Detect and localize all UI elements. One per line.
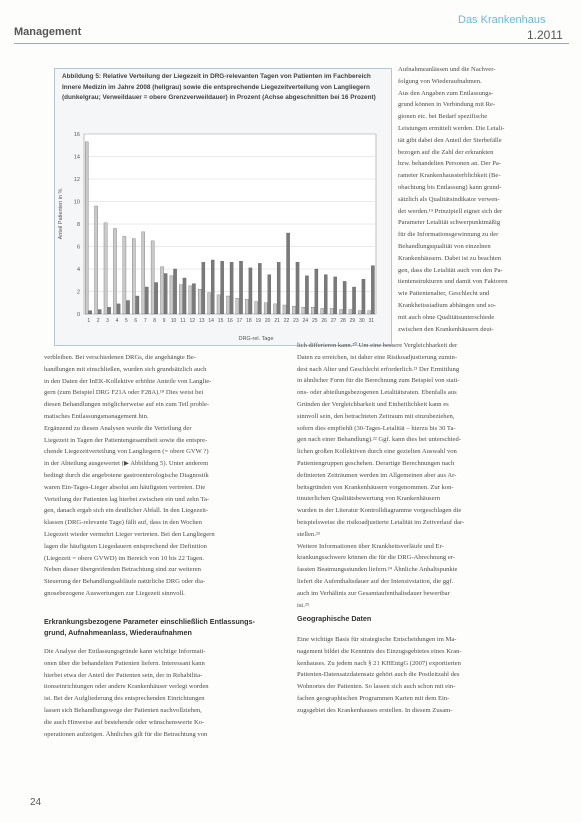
bar	[85, 142, 88, 314]
bar	[296, 262, 299, 314]
x-tick-label: 22	[283, 318, 290, 324]
x-tick-label: 16	[227, 318, 233, 324]
running-head-section: Management	[14, 26, 82, 38]
text-line: gen nach einer Behandlung).²² Ggf. kann dies bei unterschied-	[297, 436, 461, 444]
bar	[179, 285, 182, 314]
text-line: Patientengruppen geschehen. Derartige Berechnungen nach	[297, 459, 455, 467]
issue-number: 1.2011	[527, 28, 563, 42]
text-line: hierbei etwa der Anteil der Patienten sein, der in Rehabilita-	[44, 671, 203, 679]
text-line: Die Analyse der Entlassungsgründe kann wichtige Informati-	[44, 648, 206, 655]
bar	[264, 303, 267, 314]
y-tick-label: 8	[76, 222, 80, 228]
y-axis-label: Anteil Patienten in %	[58, 188, 64, 240]
bar	[311, 307, 314, 314]
bar	[239, 261, 242, 314]
bar	[274, 304, 277, 314]
right-column-full	[297, 340, 569, 611]
text-line: gen, dass die Letalität auch von den Pa-	[398, 266, 503, 274]
text-line: bezogen auf die Zahl der erkrankten	[398, 148, 494, 156]
bar	[358, 311, 361, 314]
text-line: klassen (DRG-relevante Tage) fällt auf, dass in den Wochen	[44, 519, 202, 527]
bar	[211, 260, 214, 314]
x-tick-label: 28	[340, 318, 346, 324]
text-line: für die Informationsgewinnung zu der	[398, 231, 499, 239]
y-tick-label: 14	[73, 154, 80, 161]
text-line: (Liegezeit = obere GVWD) im Bereich von 10 bis 22 Tagen.	[44, 554, 205, 562]
right-column-bottom	[297, 634, 569, 717]
x-tick-label: 1	[87, 318, 91, 324]
bar	[258, 263, 261, 314]
text-line: Patienten-Datensatzdatensatz gehört auch die Postleitzahl des	[297, 671, 460, 679]
y-tick-label: 16	[73, 132, 80, 138]
bar	[183, 278, 186, 314]
x-tick-label: 4	[115, 318, 119, 324]
bar	[343, 281, 346, 314]
x-tick-label: 21	[274, 318, 280, 324]
text-line: lagen die häufigsten Liegedauern entsprechend der Definition	[44, 542, 207, 550]
bar	[126, 301, 129, 315]
text-line: operationen aufzeigen. Ähnliches gilt für die Betrachtung von	[44, 730, 208, 738]
section-heading-geographic: Geographische Daten	[297, 614, 372, 623]
bar	[287, 233, 290, 314]
figure-caption: Abbildung 5: Relative Verteilung der Liegezeit in DRG-relevanten Tagen von Patienten im Fachbereich Innere Medizin im Jahre 2008 (hellgrau) sowie die entsprechende Liegezeitverteilung von Langliegern (dunkelgrau; Verweildauer = obere Grenzverweildauer) in Prozent (Achse abgeschnitten bei 16 Prozent)	[62, 73, 376, 101]
bar	[255, 302, 258, 314]
text-line: gnosebezogene Auswertungen zur Liegezeit sinnvoll.	[44, 589, 185, 597]
bar	[245, 299, 248, 314]
text-line: matisches Entlassungsmanagement hin.	[44, 412, 149, 420]
text-line: ist. Bei der Aufgliederung des entsprechenden Einrichtungen	[44, 695, 205, 703]
text-line: dest nach Alter und Geschlecht erforderlich.²¹ Der Ermittlung	[297, 365, 460, 373]
text-line: gen, danach ergab sich ein deutlicher Abfall. In den Liegezeit-	[44, 507, 209, 515]
text-line: lassen sich Behandlungswege der Patienten nachvollziehen,	[44, 706, 202, 714]
text-line: auch im Verhältnis zur Gesamtaufenthaltsdauer bewertbar	[297, 589, 450, 597]
text-line: Behandlungsqualität von einzelnen	[398, 242, 491, 250]
text-line: handlungen mit einschließen, wurden sich grundsätzlich auch	[44, 365, 207, 373]
text-line: zwischen den Krankenhäusern deut-	[398, 325, 494, 333]
bar	[362, 279, 365, 314]
x-tick-label: 5	[124, 318, 128, 324]
bar	[315, 269, 318, 314]
bar	[339, 310, 342, 315]
text-line: Gründen der Vergleichbarkeit und Einheitlichkeit kann es	[297, 400, 449, 408]
bar	[368, 311, 371, 314]
text-line: in der Abteilung ausgewertet (▶ Abbildung 5). Unter anderem	[44, 460, 209, 468]
bar	[352, 287, 355, 314]
text-line: lichen großen Kollektiven durch eine gezielten Auswahl von	[297, 448, 457, 456]
x-tick-label: 8	[153, 318, 157, 324]
text-line: Krankenhäusern. Dabei ist zu beachten	[398, 254, 502, 262]
x-tick-label: 20	[264, 318, 271, 324]
text-line: tät gibt dabei den Anteil der Sterbefälle	[398, 136, 502, 144]
text-line: sätzlich als Qualitätsindikator verwen-	[398, 195, 500, 203]
bar	[277, 262, 280, 314]
text-line: Liegezeit wieder vermehrt Lieger vertreten. Bei den Langliegern	[44, 530, 215, 538]
text-line: Neben dieser übergreifenden Betrachtung sind zur weiteren	[44, 566, 201, 574]
x-axis-label: DRG-rel. Tage	[238, 336, 274, 342]
bar	[192, 284, 195, 314]
bar	[283, 305, 286, 314]
text-line: beitsgründen von Krankenhäusern vorgenommen. Zur kon-	[297, 483, 454, 491]
bar	[208, 293, 211, 314]
text-line: mit auch ohne Qualitätsunterschiede	[398, 313, 495, 321]
x-tick-label: 27	[330, 318, 337, 324]
x-tick-label: 2	[96, 318, 100, 324]
x-tick-label: 31	[368, 318, 375, 324]
bar	[89, 311, 92, 314]
text-line: Steuerung der Behandlungsabläufe natürliche DRG oder dia-	[44, 578, 206, 586]
y-tick-label: 10	[73, 199, 80, 206]
bar	[123, 236, 126, 314]
bar	[142, 232, 145, 314]
text-line: Ergänzend zu diesen Analysen wurde die Verteilung der	[44, 424, 192, 432]
bar	[117, 304, 120, 314]
text-line: grund können in Verbindung mit Re-	[398, 101, 496, 109]
text-line: gionen etc. bei Bedarf spezifische	[398, 113, 488, 121]
x-tick-label: 15	[217, 318, 224, 324]
x-tick-label: 29	[349, 318, 356, 324]
bar	[98, 310, 101, 315]
text-line: Aus den Angaben zum Entlassungs-	[398, 89, 494, 97]
bar	[371, 266, 374, 314]
bar	[132, 239, 135, 314]
section-heading-parameters: Erkrankungsbezogene Parameter einschließlich Entlassungs- grund, Aufnahmeanlass, Wiederaufnahmen	[44, 617, 255, 637]
y-tick-label: 0	[76, 312, 80, 318]
text-line: chende Liegezeitverteilung von Langliegern (= obere GVW ?)	[44, 448, 209, 456]
bar	[173, 269, 176, 314]
page-number: 24	[30, 797, 42, 808]
text-line: folgung von Wiederaufnahmen.	[398, 77, 482, 85]
text-line: tinuierlichen Qualitätsbewertung von Krankenhäusern	[297, 495, 441, 503]
y-tick-label: 4	[76, 267, 80, 273]
text-line: kenhauses. Zu jedem nach § 21 KHEntgG (2007) exportierten	[297, 659, 461, 667]
left-column-bottom	[44, 646, 288, 740]
text-line: sofern dies empfiehlt (30-Tages-Letalität – hierzu bis 30 Ta-	[297, 424, 456, 432]
x-tick-label: 9	[162, 318, 166, 324]
text-line: in ähnlicher Form für die Berechnung zum Beispiel von stati-	[297, 377, 460, 385]
x-tick-label: 24	[302, 318, 309, 324]
bar	[292, 306, 295, 314]
bar	[151, 241, 154, 314]
x-tick-label: 14	[208, 318, 214, 324]
text-line: Krankheitsstadium abhängen und so-	[398, 301, 496, 309]
bar	[217, 295, 220, 314]
bar	[321, 308, 324, 314]
text-line: Aufnahmeanlässen und die Nachver-	[398, 66, 496, 73]
left-column-top	[44, 352, 288, 600]
bar	[136, 296, 139, 314]
text-line: bedingt durch die angebotene gastroenterologische Diagnostik	[44, 471, 209, 479]
right-column-top	[398, 64, 570, 335]
text-line: tientenstrukturen und damit von Faktoren	[398, 278, 508, 286]
text-line: det werden.¹⁹ Prinzipiell eignet sich der	[398, 207, 503, 215]
x-tick-label: 12	[189, 318, 196, 324]
bar	[145, 287, 148, 314]
text-line: Wohnortes der Patienten. So lassen sich auch schon mit ein-	[297, 683, 456, 691]
bar	[334, 277, 337, 314]
x-tick-label: 18	[246, 318, 252, 324]
bar	[230, 262, 233, 314]
text-line: Daten zu erreichen, ist daher eine Risikoadjustierung zumin-	[297, 353, 458, 361]
text-line: liefert die Aufenthaltsdauer auf der Intensivstation, die ggf.	[297, 577, 454, 585]
text-line: bzw. behandelten Personen an. Der Pa-	[398, 160, 502, 168]
bar	[202, 262, 205, 314]
text-line: ist.²⁵	[297, 601, 310, 609]
bar	[349, 310, 352, 315]
text-line: sinnvoll sein, den betrachteten Zeitraum mit einzubeziehen,	[297, 412, 455, 420]
x-tick-label: 7	[143, 318, 147, 324]
text-line: obachtung bis Entlassung) kann grund-	[398, 183, 502, 191]
x-tick-label: 11	[180, 318, 186, 324]
y-tick-label: 6	[76, 244, 80, 251]
text-line: rameter Krankenhaussterblichkeit (Be-	[398, 172, 501, 180]
text-line: nagement bildet die Kenntnis des Einzugsgebietes eines Kran-	[297, 647, 462, 655]
bar	[236, 298, 239, 314]
bar	[113, 229, 116, 315]
text-line: lich differieren kann.²⁰ Um eine bessere Vergleichbarkeit der	[297, 342, 458, 349]
header-rule	[14, 43, 569, 44]
x-tick-label: 13	[198, 318, 205, 324]
text-line: in den Daten der InEK-Kollektive erhöhte Anteile von Langlie-	[44, 377, 212, 385]
x-tick-label: 6	[134, 318, 138, 324]
journal-logo: Das Krankenhaus	[458, 14, 546, 26]
x-tick-label: 26	[321, 318, 327, 324]
text-line: wie Patientenalter, Geschlecht und	[398, 290, 490, 298]
bar	[170, 276, 173, 314]
text-line: zugsgebiet des Krankenhauses erstellen. In diesem Zusam-	[297, 706, 453, 714]
bar	[108, 307, 111, 314]
y-tick-label: 12	[73, 177, 80, 183]
x-tick-label: 17	[236, 318, 243, 324]
bar	[95, 206, 98, 314]
bar	[221, 261, 224, 314]
text-line: Parameter Letalität schwerpunktmäßig	[398, 219, 501, 227]
text-line: Leistungen ermittelt werden. Die Letali-	[398, 124, 505, 132]
bar	[226, 296, 229, 314]
text-line: gern (zum Beispiel DRG F21A oder F28A).¹⁸ Dies weist bei	[44, 389, 204, 397]
bar	[164, 274, 167, 315]
text-line: diesen Behandlungen möglicherweise auf ein zum Teil proble-	[44, 401, 210, 409]
bar	[305, 276, 308, 314]
text-line: Weitere Informationen über Krankheitsverläufe und Er-	[297, 542, 444, 550]
text-line: waren Ein-Tages-Lieger absolut am häufigsten vertreten. Die	[44, 483, 206, 491]
text-line: krankungsschwere können die für die DRG-Abrechnung er-	[297, 554, 456, 562]
text-line: verbleiben. Bei verschiedenen DRGs, die angehängte Be-	[44, 354, 196, 361]
text-line: definierten Zeiträumen werden im Allgemeinen aber aus Ar-	[297, 471, 457, 479]
x-tick-label: 23	[293, 318, 299, 324]
text-line: onen über die behandelten Patienten liefern. Interessant kann	[44, 659, 205, 667]
x-tick-label: 3	[106, 318, 109, 324]
text-line: beispielsweise die risikoadjustierte Letalität im Zeitverlauf dar-	[297, 518, 465, 526]
text-line: tionseinrichtungen oder andere Krankenhäuser verlegt worden	[44, 683, 209, 691]
text-line: die auch Hinweise auf bestehende oder wünschenswerte Ko-	[44, 718, 205, 726]
text-line: fassten Beatmungsstunden liefern.²⁴ Ähnliche Anhaltspunkte	[297, 566, 458, 574]
bar-chart	[54, 126, 392, 346]
bar	[160, 267, 163, 314]
bar	[330, 308, 333, 314]
x-tick-label: 30	[359, 318, 365, 324]
bar	[104, 223, 107, 314]
text-line: Verteilung der Patienten lag hierbei zwischen ein und zehn Ta-	[44, 495, 210, 503]
x-tick-label: 19	[255, 318, 262, 324]
bar	[268, 275, 271, 314]
text-line: Eine wichtige Basis für strategische Entscheidungen im Ma-	[297, 636, 457, 643]
bar	[198, 289, 201, 314]
text-line: wurden in der Literatur Kontrolldiagramme vorgeschlagen die	[297, 507, 462, 515]
x-tick-label: 25	[311, 318, 318, 324]
bar	[324, 275, 327, 314]
text-line: stellen.²³	[297, 530, 320, 538]
x-tick-label: 10	[170, 318, 177, 324]
text-line: fachen geographischen Programmen Karten mit dem Ein-	[297, 694, 450, 702]
bar	[155, 283, 158, 315]
text-line: ons- oder abteilungsbezogenen Letalitätsraten. Ebenfalls aus	[297, 389, 457, 397]
bar	[302, 307, 305, 314]
bar	[189, 286, 192, 314]
y-tick-label: 2	[76, 289, 80, 296]
bar	[249, 268, 252, 314]
text-line: Liegezeit in Tagen der Patientengesamtheit sowie die entspre-	[44, 436, 208, 444]
